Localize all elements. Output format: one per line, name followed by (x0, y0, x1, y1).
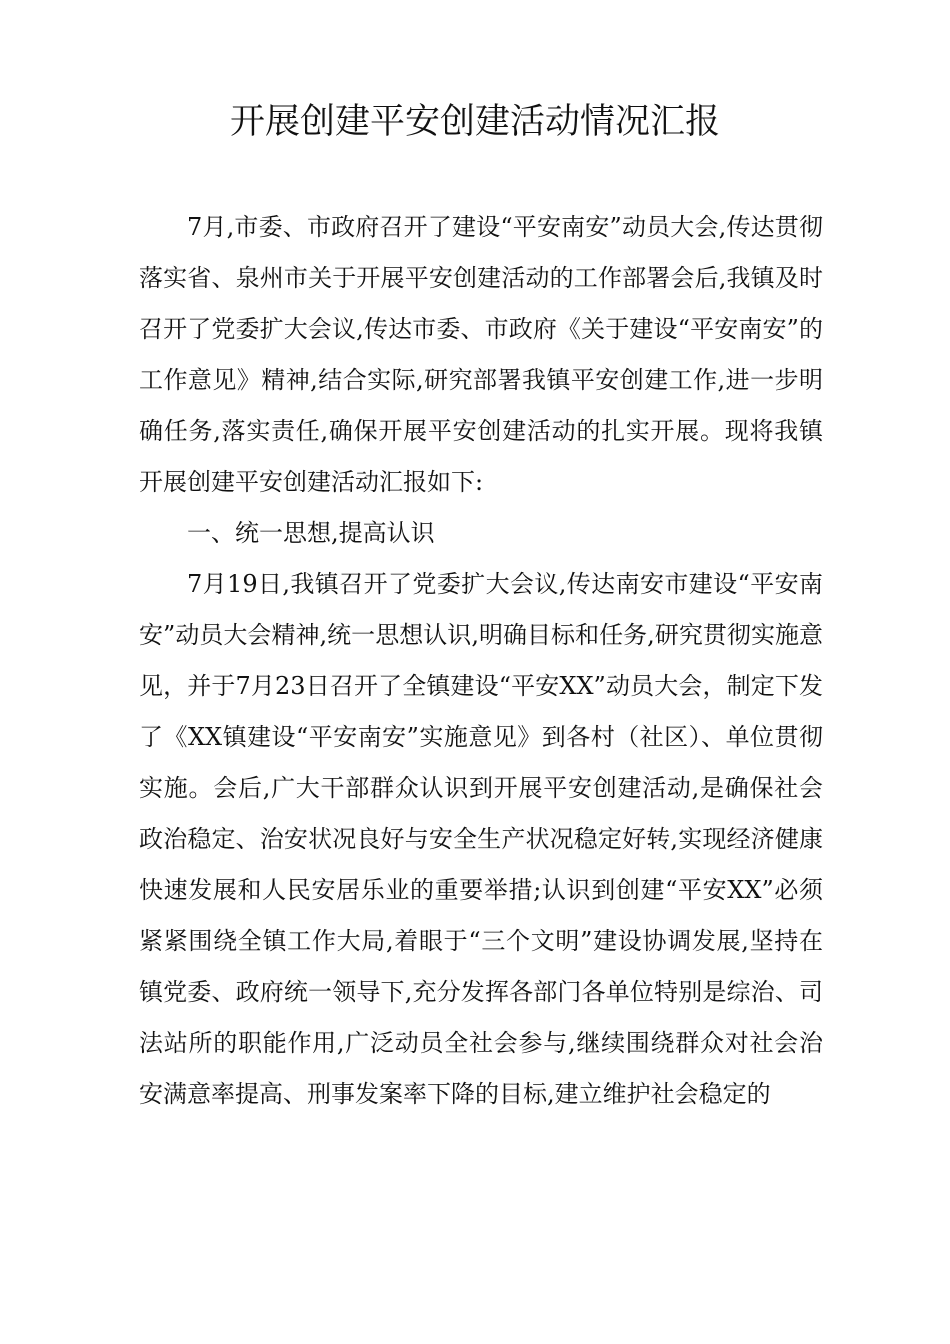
document-title: 开展创建平安创建活动情况汇报 (229, 102, 720, 142)
section-heading-1: 一、统一思想,提高认识 (187, 519, 435, 547)
document-body (139, 202, 823, 1120)
paragraph-intro: 7月,市委、市政府召开了建设“平安南安”动员大会,传达贯彻落实省、泉州市关于开展平安创建活动的工作部署会后,我镇及时召开了党委扩大会议,传达市委、市政府《关于建设“平安南安”的工作意见》精神,结合实际,研究部署我镇平安创建工作,进一步明确任务,落实责任,确保开展平安创建活动的扎实开展。现将我镇开展创建平安创建活动汇报如下: (139, 213, 823, 496)
paragraph-section-1: 7月19日,我镇召开了党委扩大会议,传达南安市建设“平安南安”动员大会精神,统一思想认识,明确目标和任务,研究贯彻实施意见，并于7月23日召开了全镇建设“平安XX”动员大会，制定下发了《XX镇建设“平安南安”实施意见》到各村（社区）、单位贯彻实施。会后,广大干部群众认识到开展平安创建活动,是确保社会政治稳定、治安状况良好与安全生产状况稳定好转,实现经济健康快速发展和人民安居乐业的重要举措;认识到创建“平安XX”必须紧紧围绕全镇工作大局,着眼于“三个文明”建设协调发展,坚持在镇党委、政府统一领导下,充分发挥各部门各单位特别是综治、司法站所的职能作用,广泛动员全社会参与,继续围绕群众对社会治安满意率提高、刑事发案率下降的目标,建立维护社会稳定的 (139, 570, 823, 1108)
